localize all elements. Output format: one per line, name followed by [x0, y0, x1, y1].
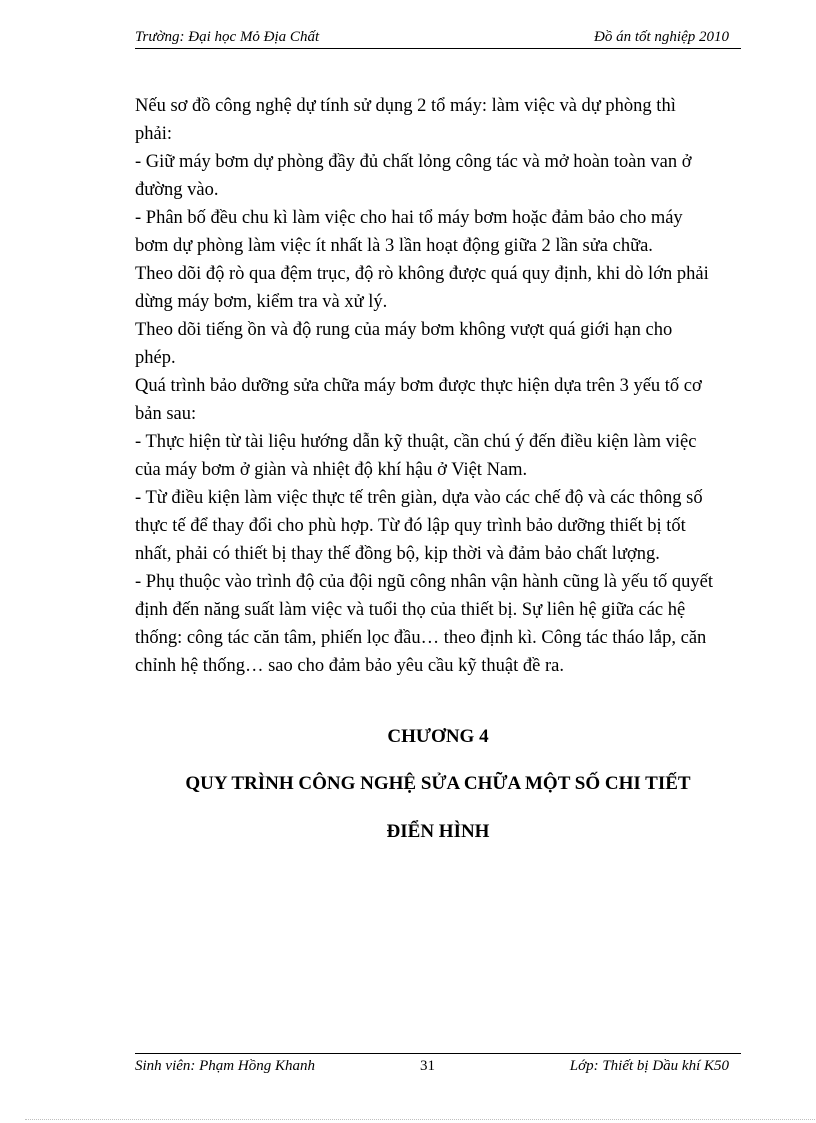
- body-line: dừng máy bơm, kiểm tra và xử lý.: [135, 292, 388, 312]
- body-line: Theo dõi độ rò qua đệm trục, độ rò không được quá quy định, khi dò lớn phải: [135, 264, 709, 284]
- header-university: Trường: Đại học Mỏ Địa Chất: [135, 29, 320, 45]
- body-line: Theo dõi tiếng ồn và độ rung của máy bơm không vượt quá giới hạn cho: [135, 320, 673, 340]
- body-line: của máy bơm ở giàn và nhiệt độ khí hậu ở Việt Nam.: [135, 460, 528, 480]
- body-text: [135, 92, 745, 680]
- body-line: nhất, phải có thiết bị thay thế đồng bộ, kịp thời và đảm bảo chất lượng.: [135, 544, 660, 564]
- body-line: - Phân bố đều chu kì làm việc cho hai tổ máy bơm hoặc đảm bảo cho máy: [135, 208, 683, 228]
- body-line: - Từ điều kiện làm việc thực tế trên giàn, dựa vào các chế độ và các thông số: [135, 488, 703, 508]
- body-line: - Giữ máy bơm dự phòng đầy đủ chất lỏng công tác và mở hoàn toàn van ở: [135, 152, 692, 172]
- chapter-title-line-2: ĐIỂN HÌNH: [386, 821, 490, 842]
- body-line: Nếu sơ đồ công nghệ dự tính sử dụng 2 tổ máy: làm việc và dự phòng thì: [135, 96, 676, 116]
- page-header: [135, 28, 741, 49]
- body-line: - Thực hiện từ tài liệu hướng dẫn kỹ thuật, cần chú ý đến điều kiện làm việc: [135, 432, 697, 452]
- body-line: - Phụ thuộc vào trình độ của đội ngũ công nhân vận hành cũng là yếu tố quyết: [135, 572, 713, 592]
- footer-page-number: 31: [420, 1058, 435, 1074]
- body-line: phải:: [135, 124, 172, 144]
- body-line: thống: công tác căn tâm, phiến lọc đầu… theo định kì. Công tác tháo lắp, căn: [135, 628, 707, 648]
- page-footer: [135, 1053, 741, 1076]
- body-line: Quá trình bảo dưỡng sửa chữa máy bơm được thực hiện dựa trên 3 yếu tố cơ: [135, 376, 702, 396]
- chapter-title-line-1: QUY TRÌNH CÔNG NGHỆ SỬA CHỮA MỘT SỐ CHI TIẾT: [185, 773, 691, 794]
- body-line: phép.: [135, 348, 176, 368]
- body-line: chỉnh hệ thống… sao cho đảm bảo yêu cầu kỹ thuật đề ra.: [135, 656, 564, 676]
- chapter-number: CHƯƠNG 4: [387, 726, 489, 747]
- body-line: đường vào.: [135, 180, 219, 200]
- footer-class: Lớp: Thiết bị Dầu khí K50: [569, 1058, 729, 1074]
- body-line: bơm dự phòng làm việc ít nhất là 3 lần hoạt động giữa 2 lần sửa chữa.: [135, 236, 653, 256]
- header-document-title: Đồ án tốt nghiệp 2010: [594, 29, 729, 45]
- body-line: thực tế để thay đổi cho phù hợp. Từ đó lập quy trình bảo dưỡng thiết bị tốt: [135, 516, 686, 536]
- body-line: bản sau:: [135, 404, 197, 424]
- footer-student: Sinh viên: Phạm Hồng Khanh: [135, 1058, 315, 1074]
- body-line: định đến năng suất làm việc và tuổi thọ của thiết bị. Sự liên hệ giữa các hệ: [135, 600, 686, 620]
- page-edge-divider: [25, 1119, 815, 1120]
